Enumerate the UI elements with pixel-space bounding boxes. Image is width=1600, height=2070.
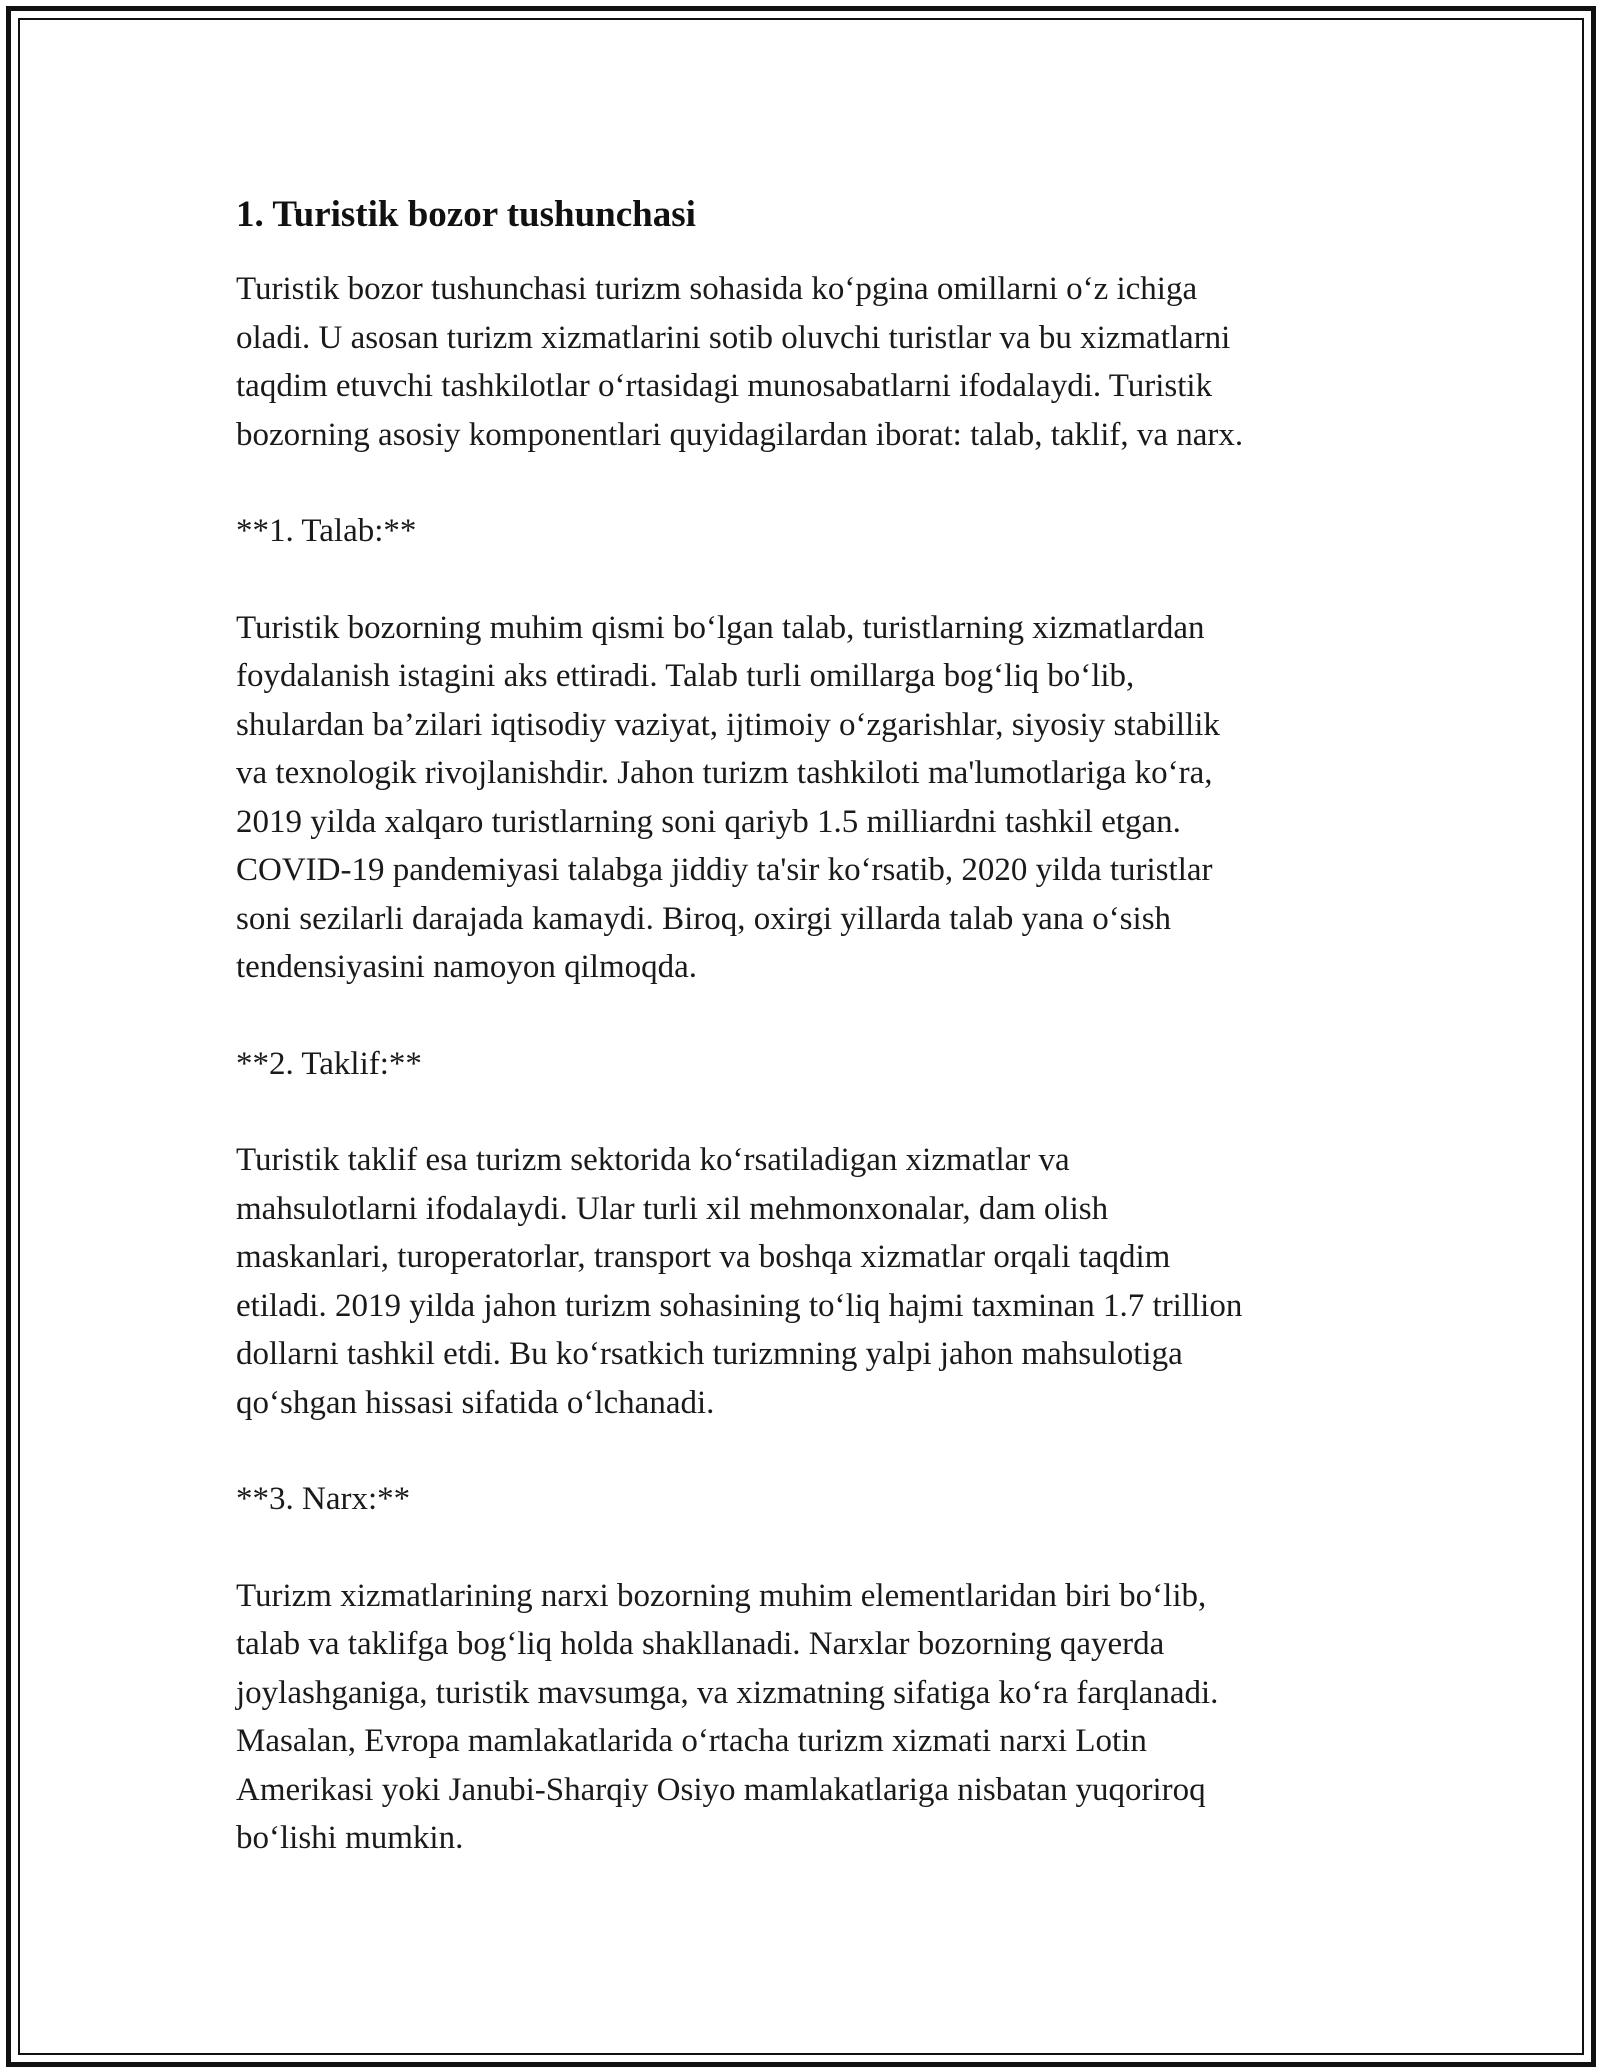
text-line: va texnologik rivojlanishdir. Jahon turizm tashkiloti ma'lumotlariga ko‘ra, <box>236 755 1213 791</box>
text-line: soni sezilarli darajada kamaydi. Biroq, oxirgi yillarda talab yana o‘sish <box>236 900 1172 937</box>
section-paragraph-talab <box>236 604 1366 992</box>
section-paragraph-taklif <box>236 1136 1366 1427</box>
text-line: mahsulotlarni ifodalaydi. Ular turli xil mehmonxonalar, dam olish <box>236 1190 1109 1227</box>
text-line: Amerikasi yoki Janubi-Sharqiy Osiyo mamlakatlariga nisbatan yuqoriroq <box>236 1771 1206 1808</box>
text-line: COVID-19 pandemiyasi talabga jiddiy ta'sir ko‘rsatib, 2020 yilda turistlar <box>236 852 1213 888</box>
text-line: tendensiyasini namoyon qilmoqda. <box>236 949 698 985</box>
text-line: taqdim etuvchi tashkilotlar o‘rtasidagi munosabatlarni ifodalaydi. Turistik <box>236 368 1213 404</box>
section-heading-talab: **1. Talab:** <box>236 513 417 549</box>
text-line: Turistik bozorning muhim qismi bo‘lgan talab, turistlarning xizmatlardan <box>236 609 1205 646</box>
text-line: qo‘shgan hissasi sifatida o‘lchanadi. <box>236 1384 715 1421</box>
document-title: 1. Turistik bozor tushunchasi <box>236 194 696 235</box>
text-line: bo‘lishi mumkin. <box>236 1820 464 1856</box>
text-line: oladi. U asosan turizm xizmatlarini sotib oluvchi turistlar va bu xizmatlarni <box>236 319 1231 356</box>
text-line: shulardan ba’zilari iqtisodiy vaziyat, ijtimoiy o‘zgarishlar, siyosiy stabillik <box>236 706 1220 743</box>
text-line: foydalanish istagini aks ettiradi. Talab turli omillarga bog‘liq bo‘lib, <box>236 658 1135 694</box>
document-body <box>236 185 1366 1863</box>
text-line: joylashganiga, turistik mavsumga, va xizmatning sifatiga ko‘ra farqlanadi. <box>236 1674 1219 1711</box>
text-line: talab va taklifga bog‘liq holda shakllanadi. Narxlar bozorning qayerda <box>236 1626 1165 1662</box>
section-heading-taklif: **2. Taklif:** <box>236 1045 422 1082</box>
text-line: dollarni tashkil etdi. Bu ko‘rsatkich turizmning yalpi jahon mahsulotiga <box>236 1336 1183 1372</box>
text-line: etiladi. 2019 yilda jahon turizm sohasining to‘liq hajmi taxminan 1.7 trillion <box>236 1287 1243 1324</box>
text-line: Masalan, Evropa mamlakatlarida o‘rtacha turizm xizmati narxi Lotin <box>236 1723 1147 1759</box>
text-line: Turizm xizmatlarining narxi bozorning muhim elementlaridan biri bo‘lib, <box>236 1577 1207 1614</box>
intro-paragraph <box>236 265 1366 459</box>
text-line: bozorning asosiy komponentlari quyidagilardan iborat: talab, taklif, va narx. <box>236 416 1244 453</box>
text-line: 2019 yilda xalqaro turistlarning soni qariyb 1.5 milliardni tashkil etgan. <box>236 803 1181 840</box>
text-line: maskanlari, turoperatorlar, transport va boshqa xizmatlar orqali taqdim <box>236 1239 1171 1275</box>
section-paragraph-narx <box>236 1572 1366 1863</box>
text-line: Turistik bozor tushunchasi turizm sohasida ko‘pgina omillarni o‘z ichiga <box>236 271 1198 307</box>
text-line: Turistik taklif esa turizm sektorida ko‘rsatiladigan xizmatlar va <box>236 1142 1070 1178</box>
section-heading-narx: **3. Narx:** <box>236 1481 411 1517</box>
